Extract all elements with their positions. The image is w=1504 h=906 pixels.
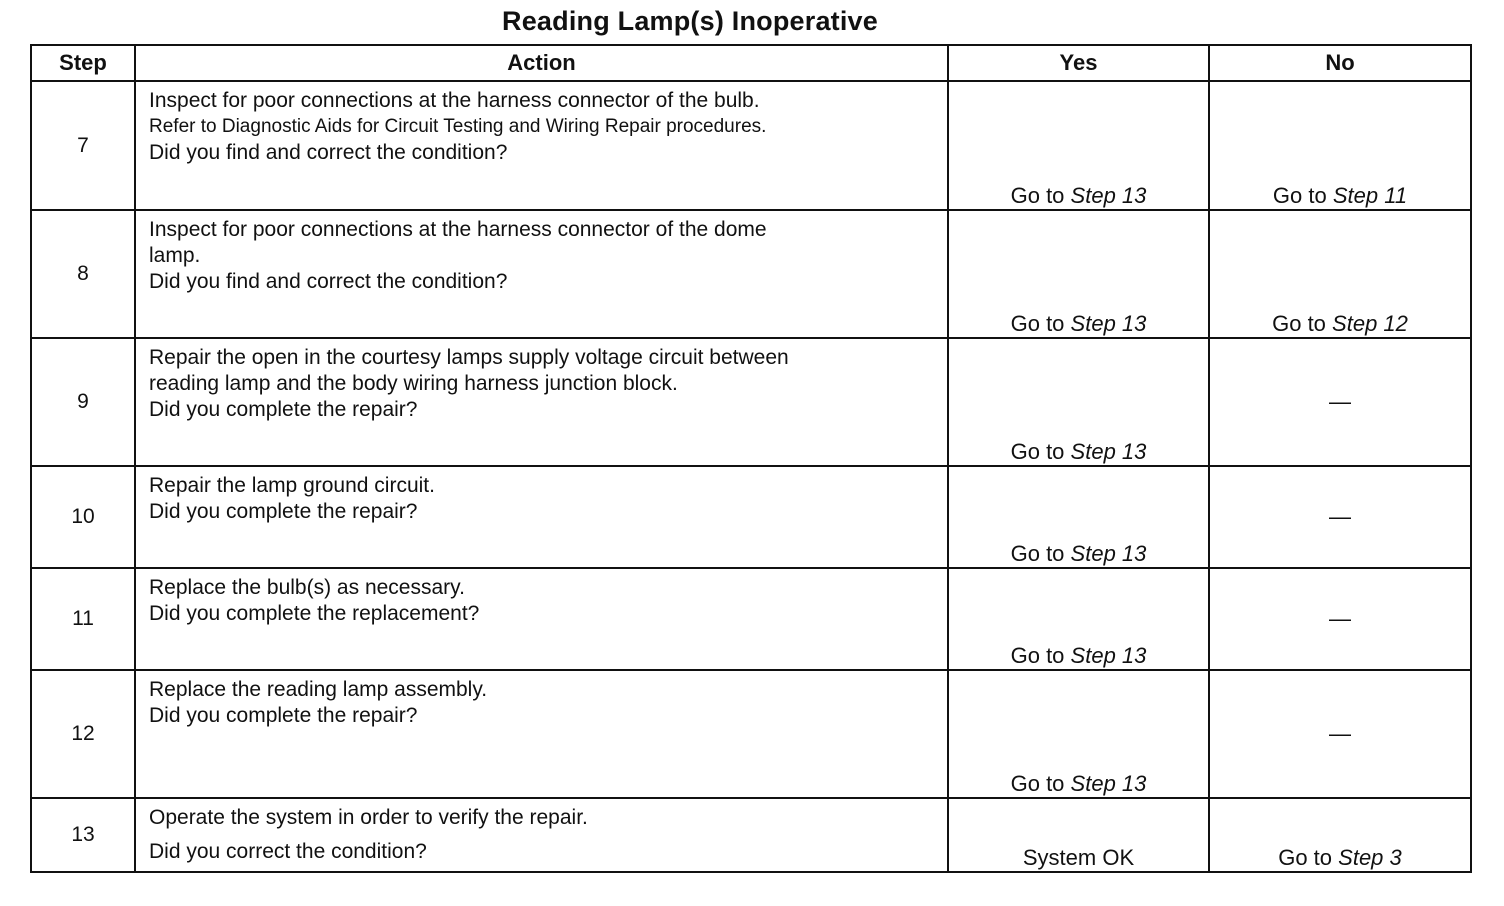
no-step-link[interactable]: Step 11 xyxy=(1332,183,1408,208)
action-cell xyxy=(135,798,948,872)
yes-cell xyxy=(948,670,1209,798)
action-header: Action xyxy=(135,45,948,81)
action-text: Replace the bulb(s) as necessary. xyxy=(149,576,465,599)
step-number: 12 xyxy=(31,670,135,798)
action-cell xyxy=(135,81,948,210)
question-text: Did you complete the repair? xyxy=(149,704,418,727)
question-text: Did you correct the condition? xyxy=(149,840,427,863)
no-dash: — xyxy=(1329,389,1351,414)
no-cell xyxy=(1209,210,1471,338)
step-number: 7 xyxy=(31,81,135,210)
no-step-link[interactable]: Step 12 xyxy=(1332,311,1408,336)
action-text: Inspect for poor connections at the harness connector of the dome xyxy=(149,218,767,241)
action-text: Inspect for poor connections at the harness connector of the bulb. xyxy=(149,89,760,112)
action-cell xyxy=(135,466,948,568)
no-dash: — xyxy=(1329,504,1351,529)
no-cell xyxy=(1209,81,1471,210)
yes-step-link[interactable]: Step 13 xyxy=(1070,541,1147,566)
step-number: 13 xyxy=(31,798,135,872)
no-dash: — xyxy=(1329,606,1351,631)
action-text: Repair the open in the courtesy lamps supply voltage circuit between xyxy=(149,346,789,369)
action-cell xyxy=(135,210,948,338)
action-text: lamp. xyxy=(149,244,201,267)
step-header: Step xyxy=(31,45,135,81)
yes-cell xyxy=(948,338,1209,466)
action-text: reading lamp and the body wiring harness junction block. xyxy=(149,372,678,395)
table-row xyxy=(31,670,1471,798)
question-text: Did you find and correct the condition? xyxy=(149,141,508,164)
action-text: Replace the reading lamp assembly. xyxy=(149,678,488,701)
header-row xyxy=(31,45,1471,81)
no-cell xyxy=(1209,568,1471,670)
yes-prefix: Go to xyxy=(1010,183,1065,208)
no-header: No xyxy=(1209,45,1471,81)
no-prefix: Go to xyxy=(1272,311,1326,336)
question-text: Did you complete the replacement? xyxy=(149,602,480,625)
yes-cell xyxy=(948,81,1209,210)
yes-cell xyxy=(948,466,1209,568)
action-cell xyxy=(135,568,948,670)
action-note: Refer to Diagnostic Aids for Circuit Testing and Wiring Repair procedures. xyxy=(149,116,767,137)
no-step-link[interactable]: Step 3 xyxy=(1338,845,1402,870)
action-text: Repair the lamp ground circuit. xyxy=(149,474,435,497)
table-row xyxy=(31,466,1471,568)
step-number: 9 xyxy=(31,338,135,466)
table-row xyxy=(31,210,1471,338)
step-number: 11 xyxy=(31,568,135,670)
yes-prefix: Go to xyxy=(1010,643,1065,668)
yes-prefix: Go to xyxy=(1010,311,1065,336)
action-text: Operate the system in order to verify the repair. xyxy=(149,806,588,829)
yes-prefix: Go to xyxy=(1010,771,1065,796)
no-cell xyxy=(1209,338,1471,466)
table-row xyxy=(31,81,1471,210)
table-row xyxy=(31,568,1471,670)
page-title: Reading Lamp(s) Inoperative xyxy=(502,6,878,36)
table-row xyxy=(31,798,1471,872)
question-text: Did you complete the repair? xyxy=(149,398,418,421)
yes-cell xyxy=(948,210,1209,338)
step-number: 10 xyxy=(31,466,135,568)
question-text: Did you find and correct the condition? xyxy=(149,270,508,293)
no-dash: — xyxy=(1329,721,1351,746)
action-cell xyxy=(135,338,948,466)
yes-prefix: Go to xyxy=(1010,439,1065,464)
no-prefix: Go to xyxy=(1278,845,1333,870)
yes-prefix: Go to xyxy=(1010,541,1065,566)
question-text: Did you complete the repair? xyxy=(149,500,418,523)
no-cell xyxy=(1209,798,1471,872)
diagnostic-table xyxy=(30,44,1472,873)
no-cell xyxy=(1209,466,1471,568)
yes-step-link[interactable]: Step 13 xyxy=(1070,439,1147,464)
yes-header: Yes xyxy=(948,45,1209,81)
no-cell xyxy=(1209,670,1471,798)
yes-step-link[interactable]: Step 13 xyxy=(1070,643,1147,668)
yes-step-link[interactable]: Step 13 xyxy=(1070,771,1147,796)
no-prefix: Go to xyxy=(1272,183,1327,208)
yes-step-link[interactable]: Step 13 xyxy=(1070,183,1147,208)
table-row xyxy=(31,338,1471,466)
yes-cell xyxy=(948,568,1209,670)
yes-step-link[interactable]: Step 13 xyxy=(1070,311,1147,336)
yes-result: System OK xyxy=(1022,845,1135,870)
action-cell xyxy=(135,670,948,798)
step-number: 8 xyxy=(31,210,135,338)
yes-cell xyxy=(948,798,1209,872)
